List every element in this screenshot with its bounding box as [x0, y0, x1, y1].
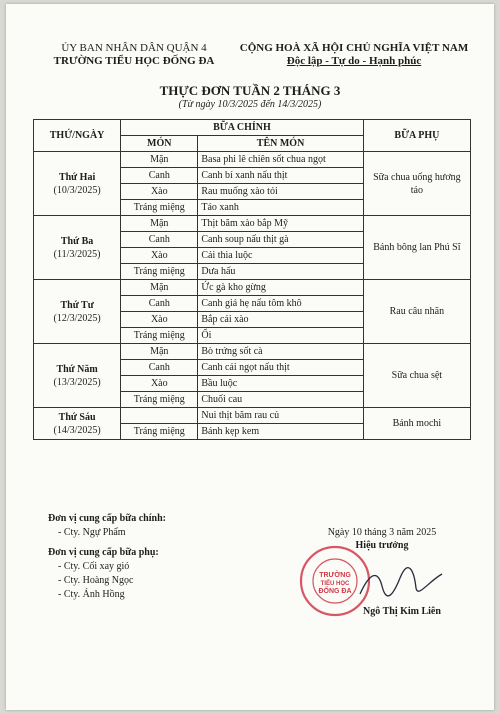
day-cell — [34, 152, 121, 216]
side-meal: Bánh mochi — [363, 408, 470, 440]
table-row — [34, 344, 471, 360]
dish-name: Bò trứng sốt cà — [198, 344, 363, 360]
header-dish-type: MÓN — [121, 136, 198, 152]
date-range: (Từ ngày 10/3/2025 đến 14/3/2025) — [178, 99, 322, 110]
dish-name: Ức gà kho gừng — [198, 280, 363, 296]
supplier-notes — [48, 512, 166, 602]
day-cell — [34, 216, 121, 280]
dish-name: Nui thịt băm rau củ — [198, 408, 363, 424]
dish-type: Tráng miệng — [121, 328, 198, 344]
side-meal: Sữa chua uống hương táo — [363, 152, 470, 216]
header-day: THỨ/NGÀY — [34, 120, 121, 152]
list-item: - Cty. Cối xay gió — [58, 561, 130, 572]
dish-type: Mặn — [121, 152, 198, 168]
sign-date: Ngày 10 tháng 3 năm 2025 — [327, 527, 437, 538]
list-item: - Cty. Hoàng Ngọc — [58, 575, 134, 586]
day-name: Thứ Hai — [58, 171, 96, 183]
supplier-name: Cty. Ánh Hồng — [63, 589, 125, 600]
dish-name: Thịt băm xào bắp Mỹ — [198, 216, 363, 232]
svg-text:TRƯỜNG: TRƯỜNG — [319, 572, 351, 579]
table-row — [34, 408, 471, 424]
supplier-name: Cty. Cối xay gió — [63, 561, 130, 572]
dish-type: Canh — [121, 168, 198, 184]
dish-name: Cải thìa luộc — [198, 248, 363, 264]
header-main-meal: BỮA CHÍNH — [121, 120, 364, 136]
header-dish-name: TÊN MÓN — [198, 136, 363, 152]
dish-name: Canh bí xanh nấu thịt — [198, 168, 363, 184]
menu-table — [33, 119, 471, 440]
table-row — [34, 216, 471, 232]
dish-type: Xào — [121, 376, 198, 392]
side-meal: Sữa chua sệt — [363, 344, 470, 408]
side-meal: Rau câu nhãn — [363, 280, 470, 344]
table-row — [34, 280, 471, 296]
side-meal: Bánh bông lan Phú Sĩ — [363, 216, 470, 280]
national-header — [234, 42, 474, 68]
dish-name: Chuối cau — [198, 392, 363, 408]
dish-name: Canh giá hẹ nấu tôm khô — [198, 296, 363, 312]
header-side-meal: BỮA PHỤ — [363, 120, 470, 152]
supplier-name: Cty. Hoàng Ngọc — [63, 575, 134, 586]
district-committee: ỦY BAN NHÂN DÂN QUẬN 4 — [61, 42, 207, 54]
dish-name: Ổi — [198, 328, 363, 344]
dish-name: Canh soup nấu thịt gà — [198, 232, 363, 248]
svg-text:ĐỐNG ĐA: ĐỐNG ĐA — [318, 588, 352, 595]
dish-name: Bầu luộc — [198, 376, 363, 392]
dish-type: Canh — [121, 232, 198, 248]
day-date: (10/3/2025) — [53, 184, 101, 196]
document-page — [6, 4, 494, 710]
dish-name: Canh cải ngọt nấu thịt — [198, 360, 363, 376]
dish-name: Dưa hấu — [198, 264, 363, 280]
page-title: THỰC ĐƠN TUẦN 2 THÁNG 3 — [159, 83, 341, 98]
day-name: Thứ Ba — [60, 235, 94, 247]
dish-type: Mặn — [121, 280, 198, 296]
signature-scribble — [356, 564, 446, 604]
dish-type: Canh — [121, 360, 198, 376]
dish-name: Basa phi lê chiên sốt chua ngọt — [198, 152, 363, 168]
dish-type: Tráng miệng — [121, 392, 198, 408]
dish-name: Táo xanh — [198, 200, 363, 216]
list-item: - Cty. Ngự Phẩm — [58, 527, 126, 538]
day-name: Thứ Tư — [60, 299, 94, 311]
day-date: (14/3/2025) — [53, 424, 101, 436]
dish-type: Tráng miệng — [121, 424, 198, 440]
dish-type — [121, 408, 198, 424]
day-name: Thứ Năm — [56, 363, 98, 375]
day-date: (12/3/2025) — [53, 312, 101, 324]
national-title: CỘNG HOÀ XÃ HỘI CHỦ NGHĨA VIỆT NAM — [239, 42, 469, 54]
day-name: Thứ Sáu — [58, 411, 96, 423]
dish-name: Bắp cải xào — [198, 312, 363, 328]
dish-type: Xào — [121, 312, 198, 328]
dish-name: Rau muống xào tỏi — [198, 184, 363, 200]
day-date: (11/3/2025) — [53, 248, 101, 260]
day-cell — [34, 280, 121, 344]
svg-text:TIỂU HỌC: TIỂU HỌC — [320, 581, 350, 587]
dish-type: Xào — [121, 248, 198, 264]
dish-type: Xào — [121, 184, 198, 200]
day-cell — [34, 344, 121, 408]
table-row — [34, 152, 471, 168]
signer-name: Ngô Thị Kim Liên — [363, 606, 441, 617]
day-cell — [34, 408, 121, 440]
dish-type: Mặn — [121, 344, 198, 360]
day-date: (13/3/2025) — [53, 376, 101, 388]
dish-type: Mặn — [121, 216, 198, 232]
side-supplier-heading: Đơn vị cung cấp bữa phụ: — [48, 547, 159, 558]
dish-type: Canh — [121, 296, 198, 312]
national-motto: Độc lập - Tự do - Hạnh phúc — [286, 55, 422, 67]
sign-role: Hiệu trưởng — [355, 540, 409, 551]
table-header-row — [34, 120, 471, 136]
supplier-name: Cty. Ngự Phẩm — [63, 527, 126, 538]
dish-name: Bánh kẹp kem — [198, 424, 363, 440]
school-name: TRƯỜNG TIỂU HỌC ĐỐNG ĐA — [53, 55, 215, 67]
main-supplier-heading: Đơn vị cung cấp bữa chính: — [48, 513, 166, 524]
dish-type: Tráng miệng — [121, 264, 198, 280]
list-item: - Cty. Ánh Hồng — [58, 589, 125, 600]
dish-type: Tráng miệng — [121, 200, 198, 216]
issuer-header — [34, 42, 234, 68]
